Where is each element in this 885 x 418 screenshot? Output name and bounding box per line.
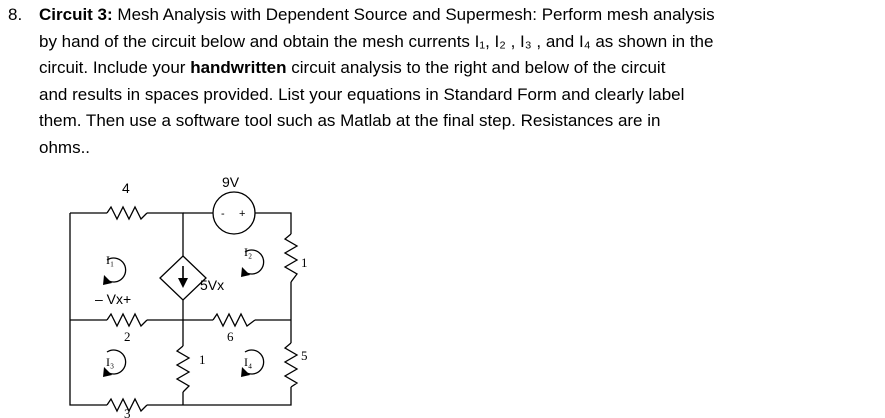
question-line-1: Circuit 3: Mesh Analysis with Dependent Source and Supermesh: Perform mesh analysis [39,5,715,24]
resistor-6 [213,314,255,326]
question-title: Circuit 3: [39,5,113,24]
question-line-6: ohms.. [39,137,91,157]
label-vsrc-plus: + [239,208,246,220]
mesh-arrow-2-head [241,267,250,277]
wire-top-right [183,213,291,234]
mesh-arrow-1-head [103,275,112,285]
question-line-4: and results in spaces provided. List your equations in Standard Form and clearly label [39,84,685,104]
resistor-5 [285,343,297,387]
label-r-right-top: 1 [301,255,308,270]
label-vsrc-minus: - [221,208,225,220]
label-r-right-bottom: 5 [301,348,308,363]
question-line-3: circuit. Include your handwritten circuit analysis to the right and below of the circuit [39,58,666,77]
wire-top-left [70,213,183,256]
resistor-1-center [177,346,189,392]
question-line-2: by hand of the circuit below and obtain the mesh currents I₁, I₂ , I₃ , and I₄ as shown in the [39,31,714,51]
label-ccs: 5Vx [200,277,225,293]
label-r-top: 4 [122,180,130,196]
question-number: 8. [8,5,23,24]
wire-bottom [147,387,291,405]
question-line-5: them. Then use a software tool such as Matlab at the final step. Resistances are in [39,111,661,130]
label-r-mid-left: 2 [124,329,131,344]
resistor-1-right [285,234,297,282]
handwritten-emphasis: handwritten [190,58,287,77]
label-r-mid-right: 6 [227,329,234,344]
label-r-center-bottom: 1 [199,352,206,367]
resistor-2 [107,314,147,326]
label-mesh-1: I₁ [106,253,115,267]
label-mesh-3: I₃ [106,355,115,369]
label-mesh-2: I₂ [244,245,253,259]
label-r-bottom: 3 [124,406,131,418]
label-mesh-4: I₄ [244,355,253,369]
label-vsrc: 9V [222,174,240,190]
wire-left-lower [70,320,107,405]
voltage-source-9v [213,192,255,234]
resistor-4 [107,207,147,219]
label-vx: – Vx+ [95,291,132,307]
